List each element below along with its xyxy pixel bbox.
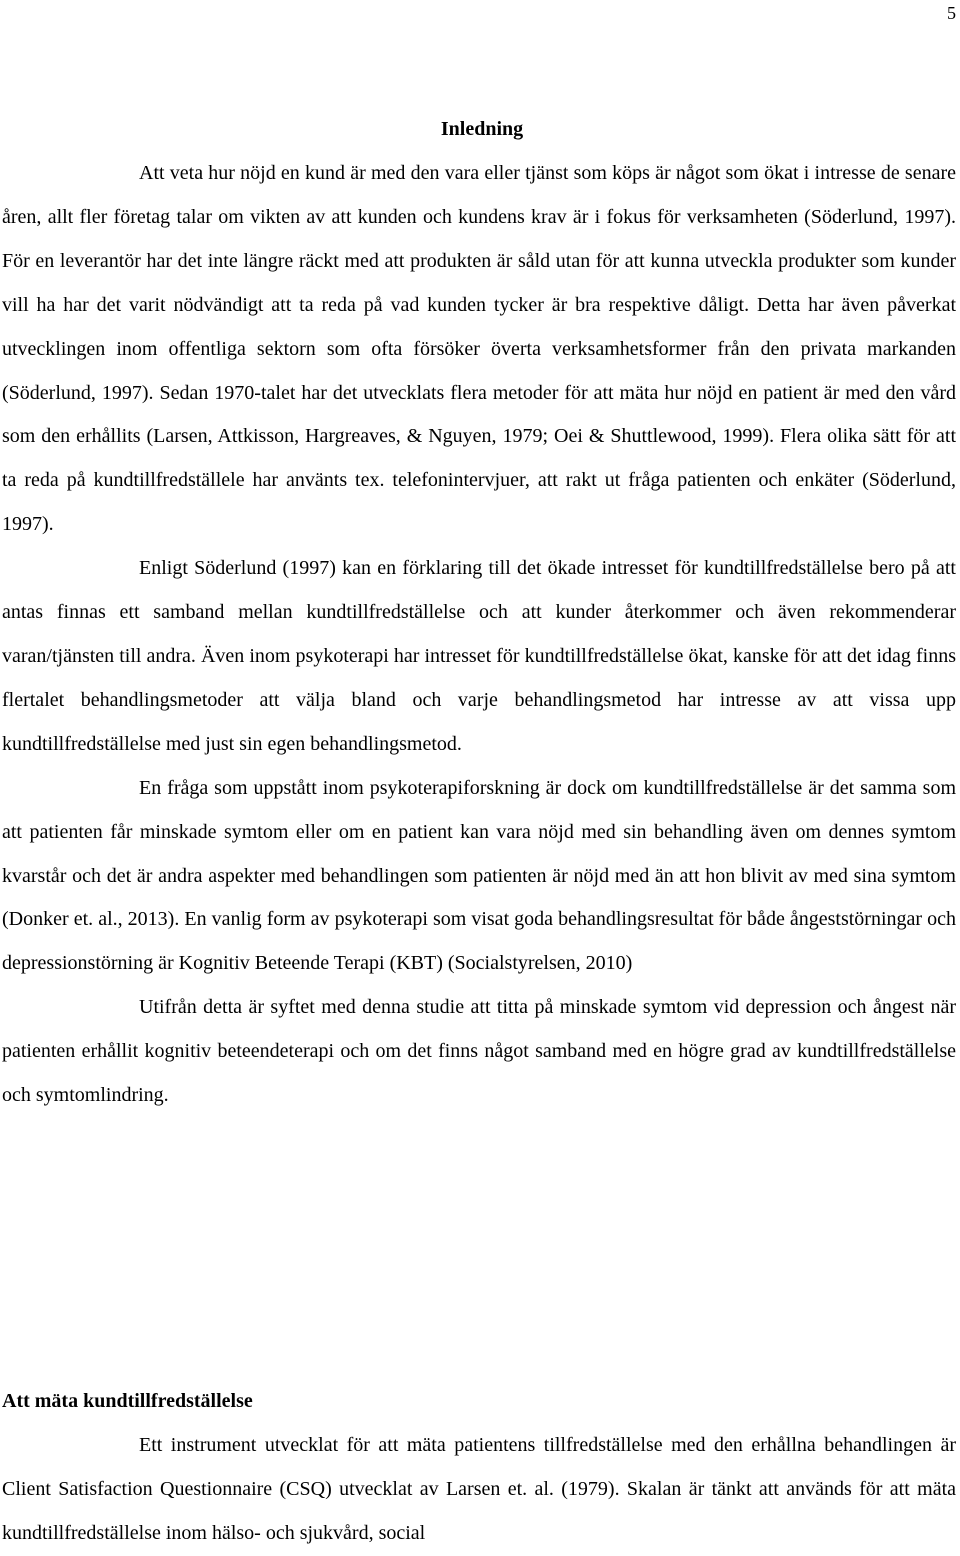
paragraph: Enligt Söderlund (1997) kan en förklaring till det ökade intresset för kundtillfredställelse bero på att antas finnas ett samband mellan kundtillfredställelse och att kunder återkommer och även rekommenderar varan/tjänsten till andra. Även inom psykoterapi har intresset för kundtillfredställelse ökat, kanske för att det idag finns flertalet behandlingsmetoder att välja bland och varje behandlingsmetod har intresse av att vissa upp kundtillfredställelse med just sin egen behandlingsmetod. xyxy=(2,557,956,755)
page-number: 5 xyxy=(947,3,956,23)
section-heading-att-mata: Att mäta kundtillfredställelse xyxy=(2,1390,253,1412)
section-heading-inledning: Inledning xyxy=(440,118,524,140)
paragraph: Att veta hur nöjd en kund är med den vara eller tjänst som köps är något som ökat i intresse de senare åren, allt fler företag talar om vikten av att kunden och kundens krav är i fokus för verksamheten (Söderlund, 1997). För en leverantör har det inte längre räckt med att produkten är såld utan för att kunna utveckla produkter som kunder vill ha har det varit nödvändigt att ta reda på vad kunden tycker är bra respektive dåligt. Detta har även påverkat utvecklingen inom offentliga sektorn som ofta försöker överta verksamhetsformer från den privata markanden (Söderlund, 1997). Sedan 1970-talet har det utvecklats flera metoder för att mäta hur nöjd en patient är med den vård som den erhållits (Larsen, Attkisson, Hargreaves, & Nguyen, 1979; Oei & Shuttlewood, 1999). Flera olika sätt för att ta reda på kundtillfredställele har använts tex. telefonintervjuer, att rakt ut fråga patienten och enkäter (Söderlund, 1997). xyxy=(2,162,956,536)
paragraph: Utifrån detta är syftet med denna studie att titta på minskade symtom vid depression och ångest när patienten erhållit kognitiv beteendeterapi och om det finns något samband med en högre grad av kundtillfredställelse och symtomlindring. xyxy=(2,996,956,1107)
paragraph: Ett instrument utvecklat för att mäta patientens tillfredställelse med den erhållna behandlingen är Client Satisfaction Questionnaire (CSQ) utvecklat av Larsen et. al. (1979). Skalan är tänkt att används för att mäta kundtillfredställelse inom hälso- och sjukvård, social xyxy=(2,1434,956,1544)
section-body-att-mata xyxy=(2,1424,956,1556)
section-body-inledning xyxy=(2,152,956,1118)
paragraph: En fråga som uppstått inom psykoterapiforskning är dock om kundtillfredställelse är det samma som att patienten får minskade symtom eller om en patient kan vara nöjd med sin behandling även om dennes symtom kvarstår och det är andra aspekter med behandlingen som patienten är nöjd med än att hon blivit av med sina symtom (Donker et. al., 2013). En vanlig form av psykoterapi som visat goda behandlingsresultat för både ångeststörningar och depressionstörning är Kognitiv Beteende Terapi (KBT) (Socialstyrelsen, 2010) xyxy=(2,776,956,975)
